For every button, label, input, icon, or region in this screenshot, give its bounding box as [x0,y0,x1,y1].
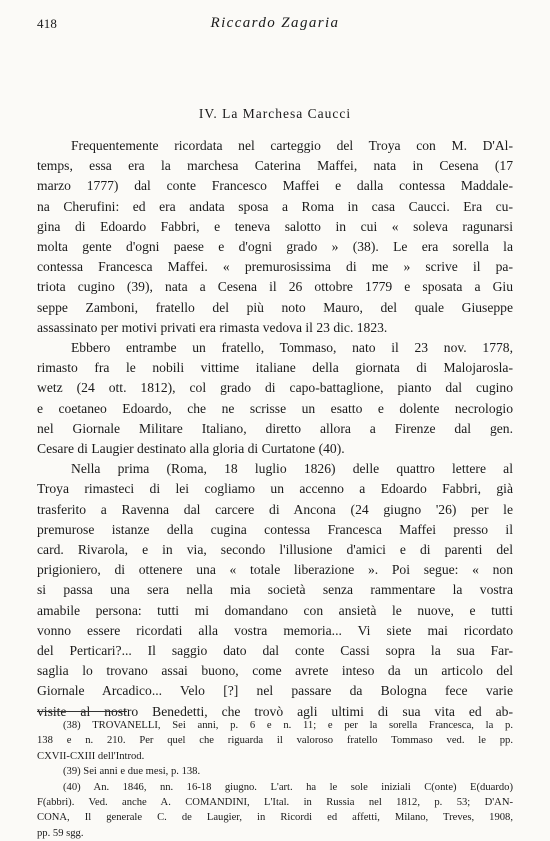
body-line: prigioniero, di ottenere una « totale liberazione ». Poi segue: « non [37,562,513,578]
body-line: Ebbero entrambe un fratello, Tommaso, nato il 23 nov. 1778, [71,340,513,356]
page-header [37,8,513,38]
body-line: saglia lo trovano assai buono, come avrete inteso da un articolo del [37,663,513,679]
section-title: IV. La Marchesa Caucci [198,106,352,121]
footnote-line: (39) Sei anni e due mesi, p. 138. [63,766,201,778]
body-line: contessa Francesca Maffei. « premurosissima di me » scrive il pa- [37,259,513,275]
page-number: 418 [37,16,58,31]
footnote-line: CXVII-CXIII dell'Introd. [37,750,145,762]
body-line: marzo 1777) dal conte Francesco Maffei e dalla contessa Maddale- [37,178,513,194]
body-line: rimasto fra le nobili vittime italiane della giornata di Malojarosla- [37,360,513,376]
body-line: nel Giornale Militare Italiano, diretto allora a Firenze dal gen. [37,420,513,436]
body-line: premurose istanze della cugina contessa Francesca Maffei presso il [37,521,513,537]
body-line: card. Rivarola, e in via, secondo l'illusione d'amici e di parenti del [37,542,513,558]
body-line: na Cherufini: ed era andata sposa a Roma in casa Caucci. Era cu- [37,198,513,214]
body-line: Giornale Arcadico... Velo [?] nel passare da Bologna fece varie [37,683,513,699]
body-line: del Perticari?... Il saggio dato dal conte Cassi sopra la sua Far- [37,643,513,659]
body-line: amabile persona: tutti mi domandano con ansietà le nuove, e tutti [37,602,513,618]
body-line: seppe Zamboni, fratello del più noto Mauro, del quale Giuseppe [37,299,513,315]
footnote-line: (40) An. 1846, nn. 16-18 giugno. L'art. ha le sole iniziali C(onte) E(duardo) [63,781,513,793]
running-head: Riccardo Zagaria [210,15,340,31]
footnote-line: pp. 59 sgg. [37,827,84,839]
body-line: gina di Edoardo Fabbri, e teneva salotto in cui « soleva ragunarsi [37,218,513,234]
body-line: triota cugino (39), nata a Cesena il 26 ottobre 1779 e sposata a Giu [37,279,513,295]
footnote-line: 138 e n. 210. Per quel che riguarda il valoroso fratello Tommaso ved. le pp. [37,735,513,747]
footnotes [37,718,513,841]
body-line: si passa una sera nella mia società senza rammentare la vostra [37,582,513,598]
body-line: temps, essa era la marchesa Caterina Maffei, nata in Cesena (17 [37,158,513,174]
footnote-divider [37,711,127,712]
body-line: Cesare di Laugier destinato alla gloria di Curtatone (40). [37,441,345,457]
body-line: wetz (24 ott. 1812), col grado di capo-battaglione, pianto dal cugino [37,380,513,396]
body-line: molta gente d'ogni paese e d'ogni grado » (38). Le era sorella la [37,239,513,255]
body-line: Frequentemente ricordata nel carteggio del Troya con M. D'Al- [71,138,513,153]
footnote-line: CONA, Il generale C. de Laugier, in Ricordi ed affetti, Milano, Treves, 1908, [37,812,513,824]
body-line: Nella prima (Roma, 18 luglio 1826) delle quattro lettere al [71,461,513,477]
body-text [37,136,513,722]
page [37,8,513,839]
body-line: visite al nostro Benedetti, che trovò agli ultimi di sua vita ed ab- [37,703,513,719]
body-line: Troya rimasteci di lei cogliamo un accenno a Edoardo Fabbri, già [37,481,513,497]
footnote-line: F(abbri). Ved. anche A. COMANDINI, L'Ital. in Russia nel 1812, p. 53; D'AN- [37,797,513,809]
body-line: trasferito a Ravenna dal carcere di Ancona (24 giugno '26) per le [37,501,513,517]
body-line: vonno essere ricordati alla vostra memoria... Vi siete mai ricordato [37,622,513,638]
footnote-line: (38) TROVANELLI, Sei anni, p. 6 e n. 11; e per la sorella Francesca, la p. [63,720,513,731]
body-line: e coetaneo Edoardo, che ne scrisse un esatto e dolente necrologio [37,400,513,416]
body-line: assassinato per motivi privati era rimasta vedova il 23 dic. 1823. [37,319,388,335]
